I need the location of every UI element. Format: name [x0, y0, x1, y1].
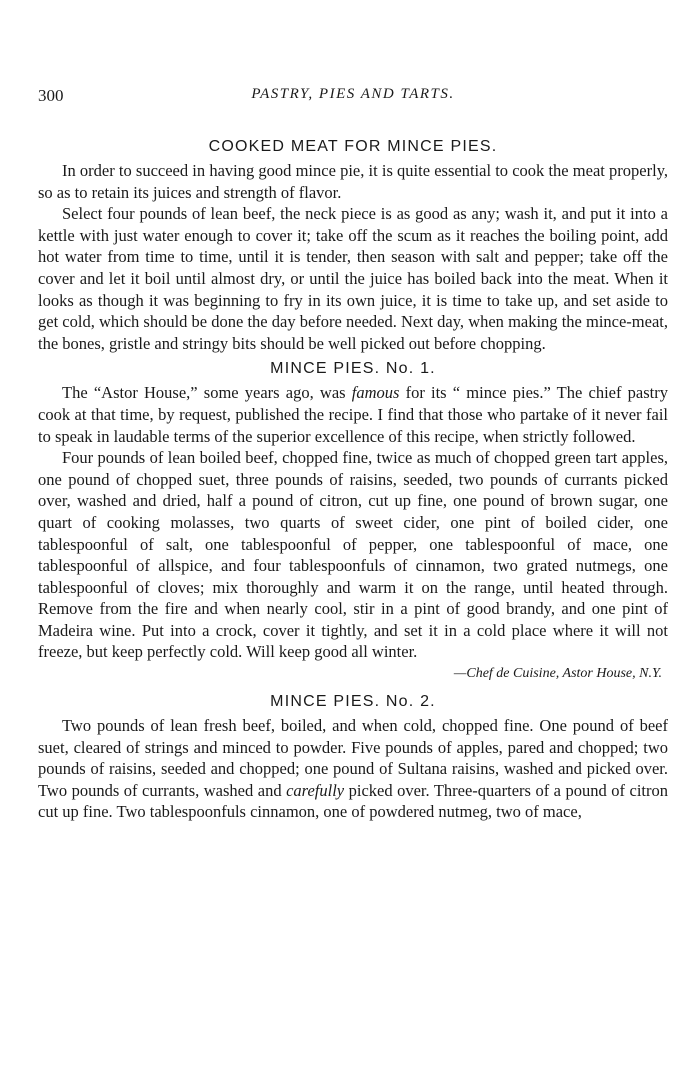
section-cooked-meat	[38, 134, 668, 354]
emphasis-text: carefully	[286, 780, 345, 800]
section-mince-pies-2	[38, 689, 668, 823]
text-run: picked over. Three-quarters of a pound of citron cut up fine. Two tablespoonfuls cinnamon, one of powdered nutmeg, two of mace,	[38, 780, 668, 822]
page-content	[38, 134, 668, 823]
running-head	[38, 86, 668, 110]
paragraph: Four pounds of lean boiled beef, chopped fine, twice as much of chopped green tart apples, one pound of chopped suet, three pounds of raisins, seeded, two pounds of currants picked over, washed and dried, half a pound of citron, cut up fine, one pound of brown sugar, one quart of cooking molasses, two quarts of sweet cider, one pint of boiled cider, one tablespoonful of salt, one tablespoonful of pepper, one tablespoonful of mace, one tablespoonful of allspice, and four tablespoonfuls of cinnamon, two grated nutmegs, one tablespoonful of cloves; mix thoroughly and warm it on the range, until heated through. Remove from the fire and when nearly cool, stir in a pint of good brandy, and one pint of Madeira wine. Put into a crock, cover it tightly, and set it in a cold place where it will not freeze, but keep perfectly cold. Will keep good all winter.	[38, 448, 668, 662]
section-heading: COOKED MEAT FOR MINCE PIES.	[208, 138, 498, 155]
attribution: —Chef de Cuisine, Astor House, N.Y.	[453, 666, 662, 682]
section-heading: MINCE PIES. No. 1.	[270, 360, 436, 378]
running-title: PASTRY, PIES AND TARTS.	[251, 86, 455, 102]
text-run: for its “ mince pies.” The chief pastry cook at that time, by request, published the recipe. I find that those who partake of it never fail to speak in laudable terms of the superior excellence of this recipe, when strictly followed.	[38, 383, 668, 446]
paragraph	[38, 715, 668, 823]
page-number: 300	[38, 86, 64, 105]
section-mince-pies-1	[38, 356, 668, 685]
paragraph: Select four pounds of lean beef, the neck piece is as good as any; wash it, and put it into a kettle with just water enough to cover it; take off the scum as it reaches the boiling point, add hot water from time to time, until it is tender, then season with salt and pepper; take off the cover and let it boil until almost dry, or until the juice has boiled back into the meat. When it looks as though it was beginning to fry in its own juice, it is time to take up, and set aside to get cold, which should be done the day before needed. Next day, when making the mince-meat, the bones, gristle and stringy bits should be well picked out before chopping.	[38, 204, 668, 353]
paragraph	[38, 382, 668, 447]
paragraph: In order to succeed in having good mince pie, it is quite essential to cook the meat properly, so as to retain its juices and strength of flavor.	[38, 161, 668, 202]
text-run: The “Astor House,” some years ago, was	[62, 383, 352, 403]
section-heading: MINCE PIES. No. 2.	[270, 693, 436, 711]
emphasis-text: famous	[351, 383, 400, 403]
book-page	[38, 0, 668, 1084]
text-run: Two pounds of lean fresh beef, boiled, and when cold, chopped fine. One pound of beef suet, cleared of strings and minced to powder. Five pounds of apples, pared and chopped; two pounds of raisins, seeded and chopped; one pound of Sultana raisins, washed and picked over. Two pounds of currants, washed and	[38, 716, 668, 800]
